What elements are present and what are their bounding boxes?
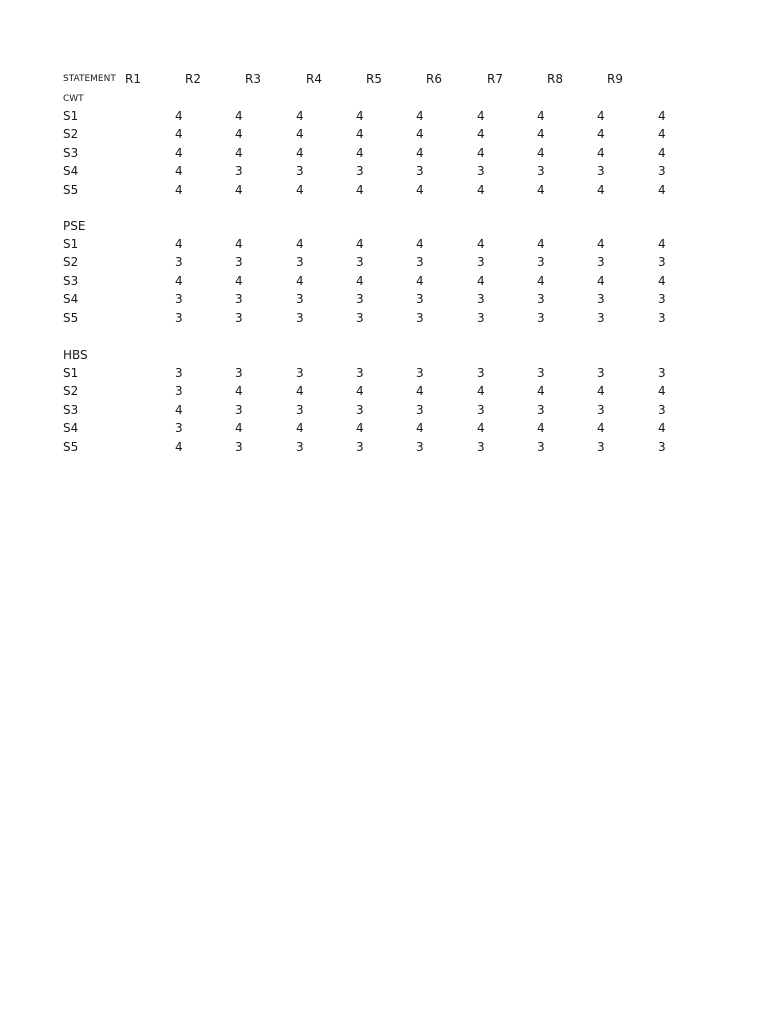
table-cell: 3	[658, 310, 666, 325]
table-cell: 4	[658, 421, 666, 436]
table-cell: 4	[597, 127, 605, 142]
row-label: S2	[63, 384, 79, 399]
row-label: S4	[63, 292, 79, 307]
table-cell: 4	[296, 182, 304, 197]
row-label: S5	[63, 182, 79, 197]
table-cell: 4	[416, 127, 424, 142]
table-cell: 3	[416, 310, 424, 325]
table-cell: 3	[537, 292, 545, 307]
table-cell: 4	[477, 127, 485, 142]
table-cell: 3	[477, 402, 485, 417]
table-cell: 3	[537, 439, 545, 454]
row-label: S2	[63, 255, 79, 270]
table-cell: 3	[296, 402, 304, 417]
header-column-r8: R8	[547, 72, 563, 86]
table-cell: 3	[477, 439, 485, 454]
table-cell: 3	[175, 366, 183, 380]
table-cell: 4	[597, 237, 605, 251]
table-cell: 3	[597, 310, 605, 325]
table-cell: 4	[597, 145, 605, 160]
table-cell: 3	[416, 439, 424, 454]
table-cell: 4	[537, 109, 545, 123]
table-cell: 4	[658, 384, 666, 399]
table-cell: 3	[597, 366, 605, 380]
table-cell: 4	[416, 109, 424, 123]
header-column-r2: R2	[185, 72, 201, 86]
table-cell: 4	[175, 127, 183, 142]
table-cell: 3	[658, 402, 666, 417]
table-cell: 3	[356, 366, 364, 380]
table-cell: 3	[175, 384, 183, 399]
table-cell: 4	[537, 384, 545, 399]
table-cell: 4	[477, 145, 485, 160]
table-cell: 3	[356, 439, 364, 454]
table-cell: 3	[477, 164, 485, 179]
table-cell: 3	[477, 310, 485, 325]
table-cell: 3	[658, 439, 666, 454]
table-cell: 3	[356, 255, 364, 270]
table-cell: 4	[235, 273, 243, 288]
table-cell: 4	[658, 237, 666, 251]
row-label: S1	[63, 109, 79, 123]
table-cell: 3	[658, 164, 666, 179]
table-cell: 4	[296, 145, 304, 160]
table-cell: 3	[537, 255, 545, 270]
row-label: S3	[63, 273, 79, 288]
table-cell: 4	[296, 237, 304, 251]
table-cell: 4	[175, 182, 183, 197]
table-cell: 4	[537, 237, 545, 251]
table-cell: 4	[597, 273, 605, 288]
table-cell: 3	[416, 292, 424, 307]
table-cell: 3	[235, 255, 243, 270]
row-label: S5	[63, 439, 79, 454]
row-label: S4	[63, 164, 79, 179]
table-cell: 4	[416, 273, 424, 288]
table-cell: 3	[537, 310, 545, 325]
table-cell: 4	[416, 145, 424, 160]
table-cell: 3	[537, 402, 545, 417]
table-cell: 4	[477, 421, 485, 436]
table-cell: 3	[356, 164, 364, 179]
table-cell: 4	[537, 127, 545, 142]
table-cell: 4	[597, 421, 605, 436]
table-cell: 4	[658, 145, 666, 160]
table-cell: 4	[296, 384, 304, 399]
table-cell: 3	[537, 164, 545, 179]
table-cell: 4	[235, 421, 243, 436]
table-cell: 4	[235, 109, 243, 123]
table-cell: 4	[356, 273, 364, 288]
table-cell: 3	[296, 439, 304, 454]
table-cell: 3	[658, 292, 666, 307]
table-cell: 4	[356, 109, 364, 123]
table-cell: 3	[296, 164, 304, 179]
table-cell: 3	[175, 310, 183, 325]
table-cell: 3	[658, 255, 666, 270]
row-label: S3	[63, 402, 79, 417]
table-cell: 3	[537, 366, 545, 380]
table-cell: 3	[175, 421, 183, 436]
table-cell: 4	[235, 182, 243, 197]
table-cell: 4	[356, 182, 364, 197]
row-label: S3	[63, 145, 79, 160]
row-label: S1	[63, 237, 79, 251]
table-cell: 4	[175, 237, 183, 251]
row-label: S2	[63, 127, 79, 142]
table-cell: 4	[537, 421, 545, 436]
table-cell: 4	[356, 127, 364, 142]
header-statement: STATEMENT	[63, 74, 116, 84]
table-cell: 4	[597, 384, 605, 399]
table-cell: 3	[235, 366, 243, 380]
table-cell: 3	[296, 255, 304, 270]
header-column-r4: R4	[306, 72, 322, 86]
table-cell: 3	[416, 164, 424, 179]
table-cell: 4	[477, 109, 485, 123]
table-cell: 4	[477, 237, 485, 251]
table-cell: 3	[477, 292, 485, 307]
row-label: S1	[63, 366, 79, 380]
table-cell: 3	[235, 310, 243, 325]
table-cell: 4	[597, 182, 605, 197]
table-cell: 3	[235, 402, 243, 417]
table-cell: 3	[416, 366, 424, 380]
table-cell: 4	[175, 439, 183, 454]
group-label-pse: PSE	[63, 219, 86, 233]
table-cell: 3	[416, 255, 424, 270]
group-label-cwt: CWT	[63, 94, 84, 104]
table-cell: 4	[175, 402, 183, 417]
table-cell: 4	[296, 127, 304, 142]
table-cell: 4	[658, 182, 666, 197]
header-column-r9: R9	[607, 72, 623, 86]
table-cell: 3	[235, 292, 243, 307]
table-cell: 3	[416, 402, 424, 417]
table-cell: 4	[477, 273, 485, 288]
table-cell: 3	[477, 366, 485, 380]
table-cell: 4	[296, 421, 304, 436]
table-cell: 4	[356, 237, 364, 251]
table-cell: 4	[658, 127, 666, 142]
table-cell: 3	[296, 366, 304, 380]
row-label: S5	[63, 310, 79, 325]
table-cell: 4	[235, 384, 243, 399]
table-cell: 4	[175, 164, 183, 179]
group-label-hbs: HBS	[63, 348, 88, 362]
table-cell: 3	[296, 310, 304, 325]
table-cell: 3	[175, 292, 183, 307]
table-cell: 4	[416, 384, 424, 399]
table-cell: 3	[658, 366, 666, 380]
table-cell: 3	[356, 292, 364, 307]
header-column-r1: R1	[125, 72, 141, 86]
header-column-r5: R5	[366, 72, 382, 86]
table-cell: 4	[658, 109, 666, 123]
table-cell: 4	[235, 237, 243, 251]
table-cell: 4	[235, 127, 243, 142]
table-cell: 4	[296, 273, 304, 288]
table-cell: 4	[537, 182, 545, 197]
table-cell: 4	[356, 145, 364, 160]
table-cell: 4	[296, 109, 304, 123]
table-cell: 3	[356, 310, 364, 325]
row-label: S4	[63, 421, 79, 436]
table-cell: 3	[597, 164, 605, 179]
table-cell: 4	[175, 145, 183, 160]
table-cell: 3	[597, 255, 605, 270]
table-cell: 4	[175, 109, 183, 123]
table-cell: 4	[537, 273, 545, 288]
table-cell: 4	[597, 109, 605, 123]
header-column-r6: R6	[426, 72, 442, 86]
table-cell: 4	[235, 145, 243, 160]
table-cell: 3	[175, 255, 183, 270]
table-cell: 3	[597, 439, 605, 454]
table-cell: 3	[597, 292, 605, 307]
table-cell: 3	[235, 164, 243, 179]
table-cell: 3	[296, 292, 304, 307]
table-cell: 4	[356, 384, 364, 399]
table-cell: 4	[477, 182, 485, 197]
header-column-r7: R7	[487, 72, 503, 86]
table-cell: 3	[597, 402, 605, 417]
table-cell: 4	[477, 384, 485, 399]
table-cell: 4	[175, 273, 183, 288]
table-cell: 4	[416, 421, 424, 436]
table-cell: 4	[416, 182, 424, 197]
table-cell: 4	[537, 145, 545, 160]
table-cell: 4	[416, 237, 424, 251]
table-cell: 3	[356, 402, 364, 417]
table-cell: 3	[235, 439, 243, 454]
header-column-r3: R3	[245, 72, 261, 86]
table-cell: 4	[658, 273, 666, 288]
table-cell: 3	[477, 255, 485, 270]
table-cell: 4	[356, 421, 364, 436]
